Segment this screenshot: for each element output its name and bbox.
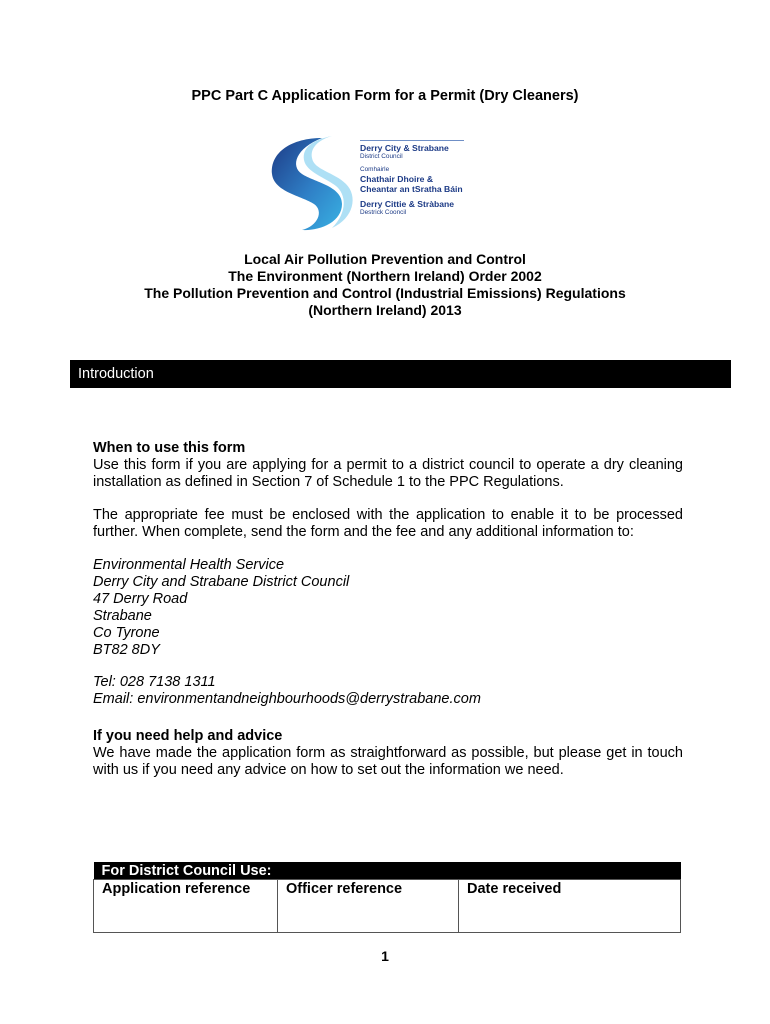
address-line: Co Tyrone (93, 625, 160, 641)
council-logo (262, 134, 472, 234)
help-section (93, 728, 683, 779)
when-to-use-section (93, 440, 683, 491)
logo-line: District Council (360, 153, 403, 160)
logo-line: Derry Cittie & Stràbane (360, 199, 455, 209)
address-line: Environmental Health Service (93, 557, 285, 573)
logo-line: Comhairle (360, 166, 390, 173)
when-to-use-text: Use this form if you are applying for a permit to a district council to operate a dry cleaning installation as defined in Section 7 of Schedule 1 to the PPC Regulations. (93, 457, 683, 490)
section-title: Introduction (78, 366, 154, 382)
address-line: Derry City and Strabane District Council (93, 574, 350, 590)
logo-text-block (360, 140, 475, 217)
address-line: BT82 8DY (93, 642, 160, 658)
legislation-line: The Environment (Northern Ireland) Order 2002 (228, 268, 542, 284)
legislation-block (0, 251, 770, 319)
when-to-use-heading: When to use this form (93, 440, 246, 456)
application-reference-cell[interactable]: Application reference (94, 880, 278, 933)
contact-email[interactable]: Email: environmentandneighbourhoods@derrystrabane.com (93, 691, 481, 707)
council-s-emblem-icon (262, 134, 358, 234)
council-use-table-header: For District Council Use: (94, 862, 681, 880)
date-received-cell[interactable]: Date received (459, 880, 681, 933)
officer-reference-cell[interactable]: Officer reference (278, 880, 459, 933)
document-title: PPC Part C Application Form for a Permit (Dry Cleaners) (191, 88, 579, 104)
council-use-table (93, 862, 681, 933)
logo-line: Chathair Dhoire & (360, 174, 434, 184)
address-line: Strabane (93, 608, 152, 624)
address-line: 47 Derry Road (93, 591, 188, 607)
page-number: 1 (381, 948, 389, 964)
contact-block (93, 674, 683, 708)
contact-tel: Tel: 028 7138 1311 (93, 674, 216, 690)
legislation-line: Local Air Pollution Prevention and Control (244, 251, 526, 267)
legislation-line: (Northern Ireland) 2013 (308, 302, 462, 318)
section-header-introduction (70, 360, 731, 388)
logo-line: Derry City & Strabane (360, 143, 449, 153)
legislation-line: The Pollution Prevention and Control (Industrial Emissions) Regulations (144, 285, 626, 301)
help-text: We have made the application form as straightforward as possible, but please get in touch with us if you need any advice on how to set out the information we need. (93, 745, 683, 778)
logo-line: Destrick Cooncil (360, 209, 407, 216)
address-block (93, 557, 683, 659)
help-heading: If you need help and advice (93, 728, 283, 744)
logo-line: Cheantar an tSratha Báin (360, 184, 463, 194)
fee-paragraph: The appropriate fee must be enclosed with the application to enable it to be processed further. When complete, send the form and the fee and any additional information to: (93, 507, 683, 540)
